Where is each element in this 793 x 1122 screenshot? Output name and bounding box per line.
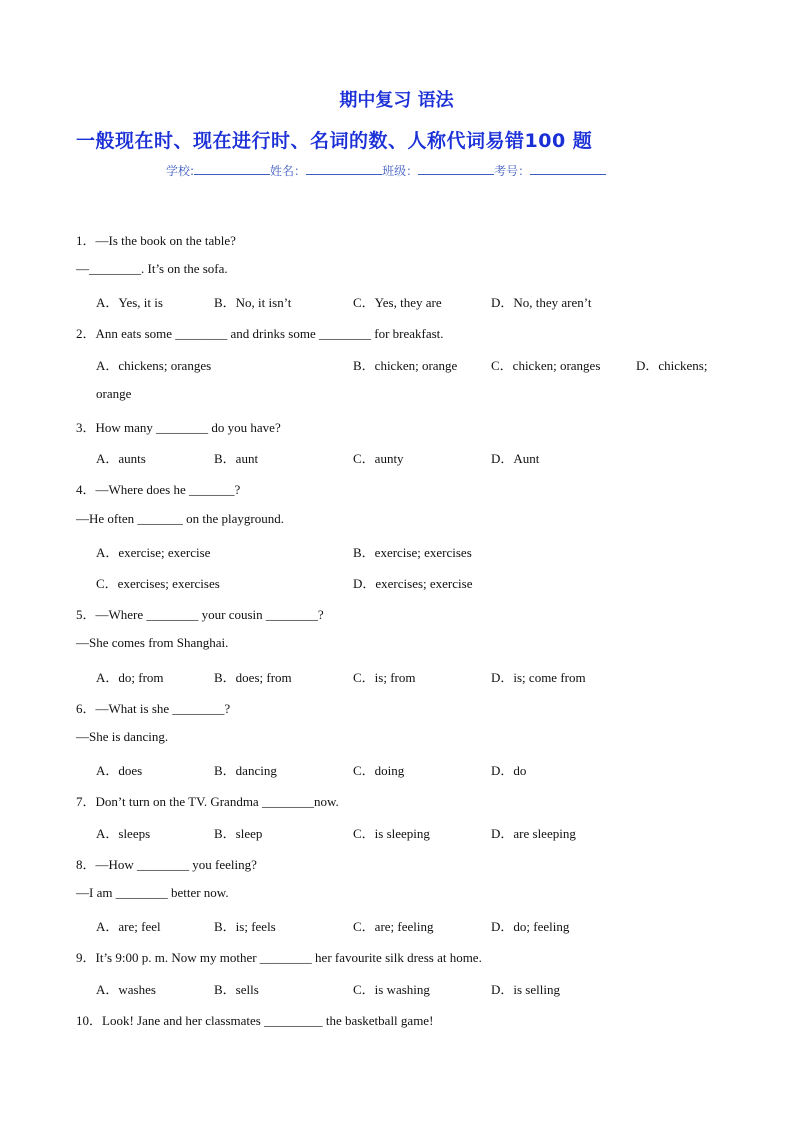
question-1-stem-2: —________. It’s on the sofa. [76,261,228,276]
question-9-option-d[interactable]: D．is selling [491,982,560,997]
question-6-stem: 6．—What is she ________? [76,701,231,716]
question-8-stem-2: —I am ________ better now. [76,885,229,900]
question-10-stem: 10．Look! Jane and her classmates _________ the basketball game! [76,1013,434,1028]
question-2-option-d-wrap[interactable]: orange [96,386,132,401]
question-5-option-c[interactable]: C．is; from [353,670,416,685]
number-blank[interactable] [530,162,606,175]
question-1-option-b[interactable]: B．No, it isn’t [214,295,292,310]
question-4-option-a[interactable]: A．exercise; exercise [96,545,211,560]
question-1-stem: 1．—Is the book on the table? [76,233,236,248]
name-label: 姓名： [270,164,307,178]
question-5-option-d[interactable]: D．is; come from [491,670,586,685]
question-1-option-a[interactable]: A．Yes, it is [96,295,163,310]
question-2-option-d[interactable]: D．chickens; [636,358,708,373]
number-label: 考号： [494,164,531,178]
class-label: 班级： [382,164,419,178]
question-6-option-b[interactable]: B．dancing [214,763,277,778]
question-1-option-c[interactable]: C．Yes, they are [353,295,442,310]
question-2-option-c[interactable]: C．chicken; oranges [491,358,601,373]
student-info-line [166,162,606,179]
question-8-stem: 8．—How ________ you feeling? [76,857,257,872]
page-subtitle: 一般现在时、现在进行时、名词的数、人称代词易错100 题 [76,130,593,152]
question-7-option-b[interactable]: B．sleep [214,826,263,841]
question-4-option-d[interactable]: D．exercises; exercise [353,576,473,591]
question-4-option-c[interactable]: C．exercises; exercises [96,576,220,591]
question-5-option-a[interactable]: A．do; from [96,670,164,685]
question-5-stem-2: —She comes from Shanghai. [76,635,229,650]
question-9-stem: 9．It’s 9:00 p. m. Now my mother ________ her favourite silk dress at home. [76,950,482,965]
page-title: 期中复习 语法 [339,90,454,111]
question-1-option-d[interactable]: D．No, they aren’t [491,295,592,310]
name-blank[interactable] [306,162,382,175]
question-9-option-b[interactable]: B．sells [214,982,259,997]
question-8-option-d[interactable]: D．do; feeling [491,919,570,934]
question-8-option-c[interactable]: C．are; feeling [353,919,434,934]
question-2-option-b[interactable]: B．chicken; orange [353,358,458,373]
question-5-stem: 5．—Where ________ your cousin ________? [76,607,324,622]
question-6-option-d[interactable]: D．do [491,763,527,778]
question-3-option-d[interactable]: D．Aunt [491,451,540,466]
question-8-option-b[interactable]: B．is; feels [214,919,276,934]
question-4-stem: 4．—Where does he _______? [76,482,241,497]
question-6-option-c[interactable]: C．doing [353,763,405,778]
school-label: 学校: [166,164,195,178]
question-7-stem: 7．Don’t turn on the TV. Grandma ________now. [76,794,339,809]
question-7-option-a[interactable]: A．sleeps [96,826,151,841]
question-2-option-a[interactable]: A．chickens; oranges [96,358,212,373]
question-6-stem-2: —She is dancing. [76,729,169,744]
question-7-option-c[interactable]: C．is sleeping [353,826,430,841]
question-9-option-a[interactable]: A．washes [96,982,156,997]
question-9-option-c[interactable]: C．is washing [353,982,430,997]
class-blank[interactable] [418,162,494,175]
question-7-option-d[interactable]: D．are sleeping [491,826,576,841]
question-6-option-a[interactable]: A．does [96,763,143,778]
question-3-option-b[interactable]: B．aunt [214,451,259,466]
question-8-option-a[interactable]: A．are; feel [96,919,161,934]
school-blank[interactable] [194,162,270,175]
question-2-stem: 2．Ann eats some ________ and drinks some ________ for breakfast. [76,326,444,341]
question-4-stem-2: —He often _______ on the playground. [76,511,284,526]
question-3-stem: 3．How many ________ do you have? [76,420,281,435]
question-3-option-a[interactable]: A．aunts [96,451,146,466]
question-3-option-c[interactable]: C．aunty [353,451,404,466]
question-4-option-b[interactable]: B．exercise; exercises [353,545,472,560]
question-5-option-b[interactable]: B．does; from [214,670,292,685]
